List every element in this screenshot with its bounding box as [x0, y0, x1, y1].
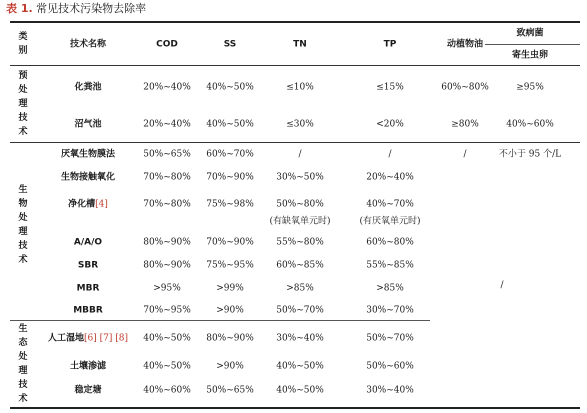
ss-value: 60%~70% [206, 149, 254, 160]
tech-name-text: 生物接触氧化 [60, 172, 116, 183]
group-label-char: 理 [18, 99, 28, 109]
tech-name-text: 化粪池 [74, 82, 102, 93]
tn-value: 30%~40% [276, 333, 324, 344]
group-label [17, 69, 29, 139]
ss-value: 75%~95% [206, 260, 254, 271]
tech-name [74, 120, 101, 131]
tech-name [74, 386, 101, 397]
tp-value: 20%~40% [366, 172, 414, 183]
ss-value: 40%~50% [206, 82, 254, 93]
caption-label: 表 1. [6, 2, 33, 15]
bottom-rule [10, 407, 580, 409]
tech-name [48, 334, 128, 345]
ss-value: >90% [216, 305, 244, 316]
ss-value: 50%~65% [206, 385, 254, 396]
tn-value: 60%~85% [276, 260, 324, 271]
group-label [17, 322, 29, 406]
merged-not-applicable: / [500, 280, 504, 291]
cod-value: 70%~80% [143, 172, 191, 183]
oil-value: ≥80% [451, 119, 479, 130]
cod-value: 80%~90% [143, 260, 191, 271]
group-label-char: 技 [18, 380, 28, 390]
caption-text: 常见技术污染物去除率 [36, 2, 147, 15]
group-label-char: 技 [18, 241, 28, 251]
tp-value: 30%~40% [366, 385, 414, 396]
ss-value: 80%~90% [206, 333, 254, 344]
header-category [17, 30, 29, 58]
header-tn: TN [293, 39, 307, 50]
tn-value: 50%~80% [276, 199, 324, 210]
bacteria-value: ≥95% [516, 82, 544, 93]
tn-value: 50%~70% [276, 305, 324, 316]
group-label-char: 术 [18, 255, 28, 265]
header-tech-name: 技术名称 [69, 39, 107, 50]
group-label-char: 生 [18, 185, 28, 195]
tech-name-text: MBBR [73, 305, 103, 316]
group-label-char: 理 [18, 227, 28, 237]
ss-value: 70%~90% [206, 237, 254, 248]
tech-name [74, 238, 102, 249]
tp-value: 50%~70% [366, 333, 414, 344]
cod-value: 80%~90% [143, 237, 191, 248]
bacteria-value: 不小于 95 个/L [498, 149, 562, 160]
tp-value: 60%~80% [366, 237, 414, 248]
tp-note: (有厌氧单元时) [359, 216, 421, 227]
header-category-char: 别 [18, 46, 28, 56]
oil-value: 60%~80% [441, 82, 489, 93]
group-label-char: 术 [18, 127, 28, 137]
header-rule [10, 65, 580, 66]
tech-name [68, 200, 108, 211]
group-label-char: 态 [18, 338, 28, 348]
header-category-char: 类 [18, 32, 28, 42]
tech-name [73, 306, 103, 317]
group-label-char: 生 [18, 324, 28, 334]
group-label-char: 术 [18, 394, 28, 404]
reference-link[interactable]: [4] [95, 199, 108, 210]
tech-name [77, 284, 100, 295]
tech-name-text: A/A/O [73, 237, 103, 248]
tech-name-text: 土壤渗滤 [69, 361, 107, 372]
tp-value: 50%~60% [366, 361, 414, 372]
tn-note: (有缺氧单元时) [269, 216, 331, 227]
header-pathogenic-bacteria: 致病菌 [516, 28, 544, 39]
group-label-char: 处 [18, 213, 28, 223]
tech-name [70, 362, 106, 373]
tech-name-text: 稳定塘 [74, 385, 102, 396]
group-label-char: 处 [18, 352, 28, 362]
tech-name [61, 150, 115, 161]
tech-name-text: SBR [77, 260, 99, 271]
header-cod: COD [156, 39, 178, 50]
tn-value: ≤10% [286, 82, 314, 93]
tech-name [78, 261, 98, 272]
cod-value: 20%~40% [143, 82, 191, 93]
ss-value: 75%~98% [206, 199, 254, 210]
group-label-char: 处 [18, 85, 28, 95]
tp-value: ≤15% [376, 82, 404, 93]
group-rule-1 [10, 142, 580, 143]
tech-name-text: 净化槽 [68, 199, 96, 210]
cod-value: 40%~50% [143, 333, 191, 344]
tp-value: <20% [376, 119, 404, 130]
oil-value: / [463, 149, 467, 160]
cod-value: 70%~95% [143, 305, 191, 316]
tp-value: 30%~70% [366, 305, 414, 316]
tn-value: 40%~50% [276, 361, 324, 372]
top-rule [10, 21, 580, 23]
tn-value: / [298, 149, 302, 160]
ss-value: >90% [216, 361, 244, 372]
group-label [17, 183, 29, 267]
header-tp: TP [383, 39, 397, 50]
cod-value: 50%~65% [143, 149, 191, 160]
header-oil: 动植物油 [446, 39, 484, 50]
group-rule-2 [10, 320, 430, 321]
tn-value: 40%~50% [276, 385, 324, 396]
ss-value: >99% [216, 283, 244, 294]
tech-name [74, 83, 101, 94]
tn-value: 30%~50% [276, 172, 324, 183]
reference-link[interactable]: [6] [7] [8] [84, 333, 128, 344]
group-label-char: 技 [18, 113, 28, 123]
table-caption [6, 1, 146, 16]
tp-value: 40%~70% [366, 199, 414, 210]
cod-value: 20%~40% [143, 119, 191, 130]
group-label-char: 物 [18, 199, 28, 209]
ss-value: 70%~90% [206, 172, 254, 183]
tp-value: 55%~85% [366, 260, 414, 271]
bacteria-value: 40%~60% [506, 119, 554, 130]
group-label-char: 理 [18, 366, 28, 376]
tech-name-text: MBR [76, 283, 100, 294]
cod-value: 40%~60% [143, 385, 191, 396]
tech-name [61, 173, 115, 184]
tn-value: ≤30% [286, 119, 314, 130]
ss-value: 40%~50% [206, 119, 254, 130]
group-label-char: 预 [18, 71, 28, 81]
tp-value: >85% [376, 283, 404, 294]
cod-value: 70%~80% [143, 199, 191, 210]
header-ss: SS [223, 39, 237, 50]
tech-name-text: 厌氧生物膜法 [60, 149, 116, 160]
tech-name-text: 沼气池 [74, 119, 102, 130]
cod-value: 40%~50% [143, 361, 191, 372]
cod-value: >95% [153, 283, 181, 294]
tn-value: 55%~80% [276, 237, 324, 248]
bacteria-parasite-divider [485, 44, 580, 45]
header-parasite-eggs: 寄生虫卵 [511, 50, 549, 61]
tn-value: >85% [286, 283, 314, 294]
tech-name-text: 人工湿地 [48, 333, 85, 344]
tp-value: / [388, 149, 392, 160]
